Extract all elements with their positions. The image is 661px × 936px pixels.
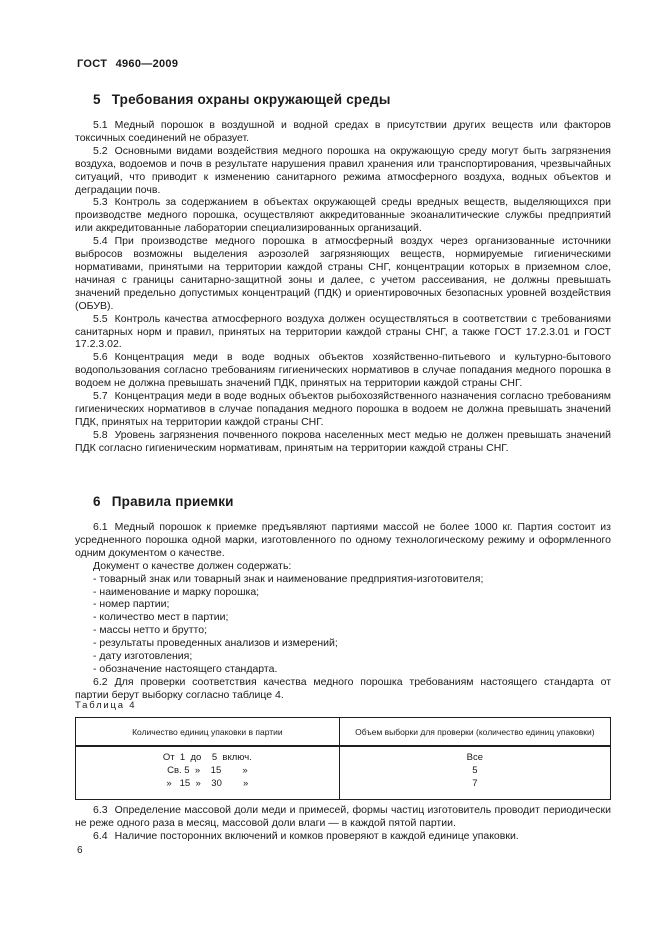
clause-number: 5.4 bbox=[93, 235, 108, 248]
clause-5-1 bbox=[75, 119, 611, 145]
section-title-text: Требования охраны окружающей среды bbox=[111, 92, 391, 107]
clause-number: 5.5 bbox=[93, 312, 108, 325]
page-number: 6 bbox=[77, 845, 83, 856]
clause-text: Концентрация меди в воде водных объектов рыбохозяйственного назначения согласно требованиям гигиенических нормативов в случае попадания медного порошка в водоем не должна превышать значений ПДК, принятых на территории каждой страны СНГ. bbox=[75, 390, 611, 428]
clause-6-2 bbox=[75, 676, 611, 702]
quality-doc-item: - дату изготовления; bbox=[93, 650, 193, 663]
clause-5-2 bbox=[75, 145, 611, 197]
clause-number: 5.2 bbox=[93, 144, 108, 157]
clause-6-3 bbox=[75, 804, 611, 830]
table-cell: От 1 до 5 включ. bbox=[162, 752, 252, 763]
clause-number: 6.3 bbox=[93, 804, 108, 816]
clause-text: Концентрация меди в воде водных объектов хозяйственно-питьевого и культурно-бытового водопользования согласно требованиям гигиенических нормативов в случае попадания медного порошка в водоем не должна превышать значений ПДК, принятых на территории каждой страны СНГ. bbox=[75, 351, 611, 390]
section-5 bbox=[75, 92, 611, 455]
section-number: 5 bbox=[93, 92, 101, 107]
clause-number: 5.1 bbox=[93, 119, 108, 131]
clause-text: Контроль качества атмосферного воздуха должен осуществляться в соответствии с требованиями санитарных норм и правил, принятых на территории каждой страны СНГ, а также ГОСТ 17.2.3.01 и ГОСТ 17.2.3.02. bbox=[75, 312, 611, 351]
section-title-text: Правила приемки bbox=[111, 494, 234, 509]
quality-doc-item: - результаты проведенных анализов и измерений; bbox=[93, 637, 338, 650]
quality-doc-item: - количество мест в партии; bbox=[93, 611, 229, 624]
clause-number: 5.6 bbox=[93, 351, 108, 364]
clause-5-7 bbox=[75, 390, 611, 429]
table-cell: Св. 5 » 15 » bbox=[167, 764, 248, 776]
quality-doc-item: - массы нетто и брутто; bbox=[93, 624, 208, 637]
table-4-col1-header: Количество единиц упаковки в партии bbox=[132, 727, 283, 737]
section-6-heading bbox=[93, 494, 611, 509]
table-4 bbox=[75, 717, 611, 800]
clause-text: Уровень загрязнения почвенного покрова населенных мест медью не должен превышать значений ПДК согласно гигиеническим нормативам, принятым на территории каждой страны СНГ. bbox=[75, 428, 611, 454]
clause-text: Основными видами воздействия медного порошка на окружающую среду могут быть загрязнения воздуха, водоемов и почв в результате нарушения правил хранения или транспортирования, чрезвычайных ситуаций, что приводит к изменению санитарного режима атмосферного воздуха, водных объектов и деградации почв. bbox=[75, 144, 611, 196]
clause-text: Контроль за содержанием в объектах окружающей среды вредных веществ, выделяющихся при производстве медного порошка, осуществляют аккредитованные экоаналитические службы предприятий или аккредитованные лаборатории специализированных организаций. bbox=[75, 196, 611, 235]
clause-5-4 bbox=[75, 235, 611, 312]
quality-doc-item: - обозначение настоящего стандарта. bbox=[93, 662, 278, 675]
clause-text: Определение массовой доли меди и примесей, формы частиц изготовитель проводит периодически не реже одного раза в месяц, массовой доли влаги — в каждой пятой партии. bbox=[75, 804, 611, 829]
clause-text: При производстве медного порошка в атмосферный воздух через организованные источники выбросов возможны выделения аэрозолей загрязняющих веществ, нормируемые гигиеническими нормативами, принятыми на территории каждой страны СНГ, концентрации которых в приземном слое, начиная с границы санитарно-защитной зоны и далее, с учетом рассеивания, не должны превышать значений предельно допустимых концентраций (ПДК) и ориентировочных безопасных уровней воздействия (ОБУВ). bbox=[75, 235, 611, 312]
clause-5-5 bbox=[75, 313, 611, 352]
section-5-heading bbox=[93, 92, 611, 107]
section-5-body bbox=[75, 119, 611, 455]
clause-number: 6.4 bbox=[93, 829, 108, 842]
table-4-body bbox=[76, 747, 610, 799]
table-cell: » 15 » 30 » bbox=[166, 777, 249, 789]
table-4-label: Таблица 4 bbox=[75, 700, 137, 711]
clause-number: 6.1 bbox=[93, 521, 108, 533]
clause-number: 5.8 bbox=[93, 428, 108, 441]
section-6-tail bbox=[75, 804, 611, 843]
section-number: 6 bbox=[93, 494, 101, 509]
table-cell: Все bbox=[466, 752, 484, 763]
clause-6-4 bbox=[75, 830, 611, 843]
clause-text: Для проверки соответствия качества медного порошка требованиям настоящего стандарта от партии берут выборку согласно таблице 4. bbox=[75, 675, 611, 701]
clause-number: 5.7 bbox=[93, 390, 108, 403]
quality-doc-intro: Документ о качестве должен содержать: bbox=[93, 559, 292, 572]
quality-doc-item: - товарный знак или товарный знак и наименование предприятия-изготовителя; bbox=[93, 572, 484, 585]
quality-doc-item: - номер партии; bbox=[93, 598, 170, 611]
section-6 bbox=[75, 494, 611, 702]
clause-number: 6.2 bbox=[93, 675, 108, 688]
clause-5-3 bbox=[75, 196, 611, 235]
table-4-col1-cells bbox=[76, 747, 339, 799]
table-cell: 7 bbox=[472, 777, 478, 789]
section-6-body bbox=[75, 521, 611, 702]
clause-text: Медный порошок к приемке предъявляют партиями массой не более 1000 кг. Партия состоит из усредненного порошка одной марки, изготовленного по одному технологическому режиму и оформленного одним документом о качестве. bbox=[75, 521, 611, 559]
clause-text: Медный порошок в воздушной и водной средах в присутствии других веществ или факторов токсичных соединений не образует. bbox=[75, 119, 611, 144]
clause-number: 5.3 bbox=[93, 196, 108, 209]
table-4-header-row bbox=[76, 718, 610, 747]
table-4-block bbox=[75, 700, 611, 800]
clause-text: Наличие посторонних включений и комков проверяют в каждой единице упаковки. bbox=[114, 829, 519, 842]
clause-5-6 bbox=[75, 351, 611, 390]
document-code-header: ГОСТ 4960—2009 bbox=[77, 58, 179, 70]
clause-5-8 bbox=[75, 429, 611, 455]
table-4-col2-header: Объем выборки для проверки (количество единиц упаковки) bbox=[339, 718, 610, 745]
table-4-col2-cells bbox=[339, 747, 610, 799]
quality-doc-item: - наименование и марку порошка; bbox=[93, 585, 260, 598]
table-cell: 5 bbox=[472, 764, 478, 776]
clause-6-1 bbox=[75, 521, 611, 560]
